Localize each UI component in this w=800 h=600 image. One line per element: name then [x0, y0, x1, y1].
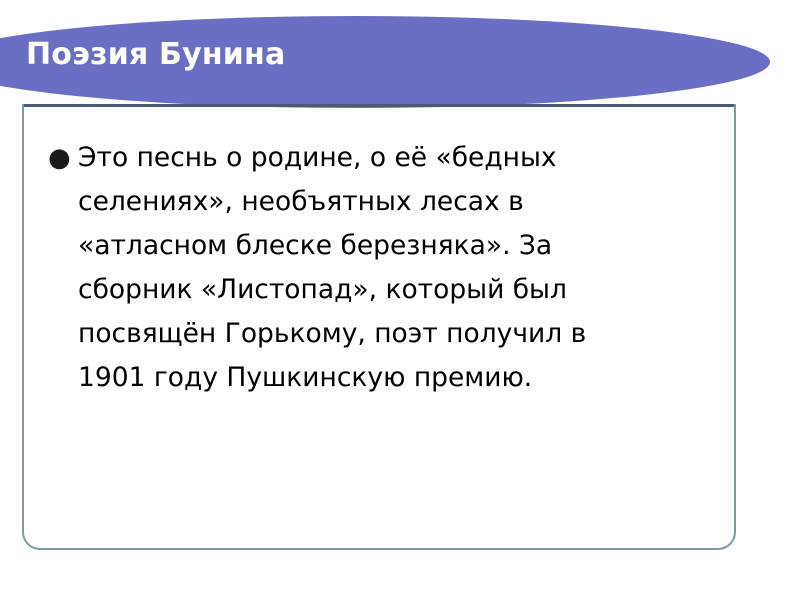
slide-title: Поэзия Бунина	[26, 37, 286, 72]
list-item	[48, 136, 648, 400]
list-item-label: Это песнь о родине, о её «бедных селениях», необъятных лесах в «атласном блеске березняка». За сборник «Листопад», который был посвящён Горькому, поэт получил в 1901 году Пушкинскую премию.	[78, 142, 587, 393]
content-body	[48, 136, 648, 400]
bullet-point-icon: ●	[48, 143, 71, 173]
